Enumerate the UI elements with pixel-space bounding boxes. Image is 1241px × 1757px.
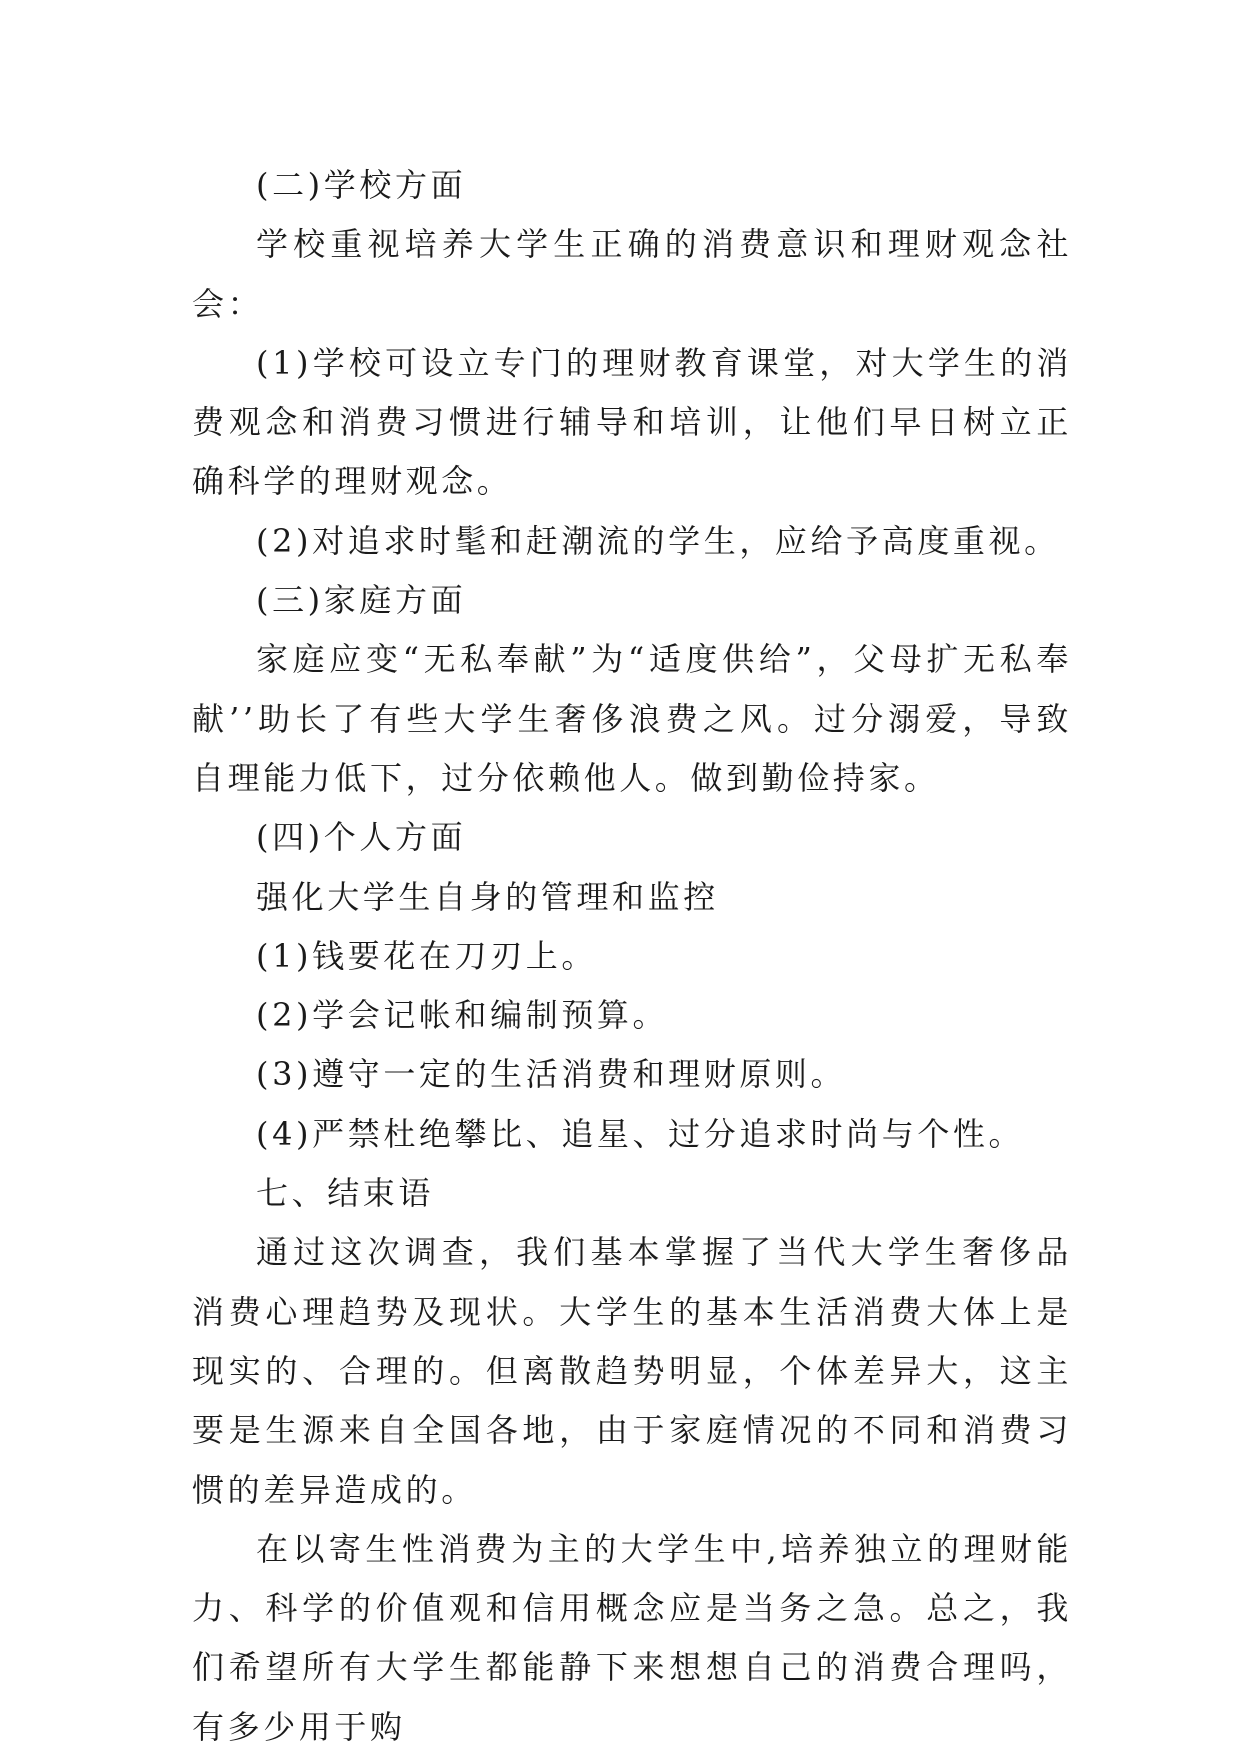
paragraph-personal-intro: 强化大学生自身的管理和监控 [256,877,719,916]
section-heading-conclusion: 七、结束语 [256,1174,435,1213]
section-heading-school: (二)学校方面 [256,166,467,204]
list-item-school-1: (1)学校可设立专门的理财教育课堂，对大学生的消费观念和消费习惯进行辅导和培训，让他们早日树立正确科学的理财观念。 [192,343,1072,501]
document-body [192,156,1072,1757]
list-item-school-2: (2)对追求时髦和赶潮流的学生，应给予高度重视。 [256,521,1060,560]
list-item-personal-2: (2)学会记帐和编制预算。 [256,996,669,1035]
section-heading-family: (三)家庭方面 [256,581,467,620]
section-heading-personal: (四)个人方面 [256,818,467,857]
paragraph-conclusion-1: 通过这次调查，我们基本掌握了当代大学生奢侈品消费心理趋势及现状。大学生的基本生活消费大体上是现实的、合理的。但离散趋势明显，个体差异大，这主要是生源来自全国各地，由于家庭情况的不同和消费习惯的差异造成的。 [192,1233,1072,1509]
list-item-personal-4: (4)严禁杜绝攀比、追星、过分追求时尚与个性。 [256,1114,1025,1153]
paragraph-family: 家庭应变“无私奉献”为“适度供给”，父母扩无私奉献’’助长了有些大学生奢侈浪费之风。过分溺爱，导致自理能力低下，过分依赖他人。做到勤俭持家。 [192,640,1072,797]
list-item-personal-3: (3)遵守一定的生活消费和理财原则。 [256,1055,847,1094]
list-item-personal-1: (1)钱要花在刀刃上。 [256,936,597,975]
paragraph-school-intro: 学校重视培养大学生正确的消费意识和理财观念社会： [192,225,1072,323]
paragraph-conclusion-2: 在以寄生性消费为主的大学生中,培养独立的理财能力、科学的价值观和信用概念应是当务之急。总之，我们希望所有大学生都能静下来想想自己的消费合理吗，有多少用于购 [192,1529,1072,1746]
